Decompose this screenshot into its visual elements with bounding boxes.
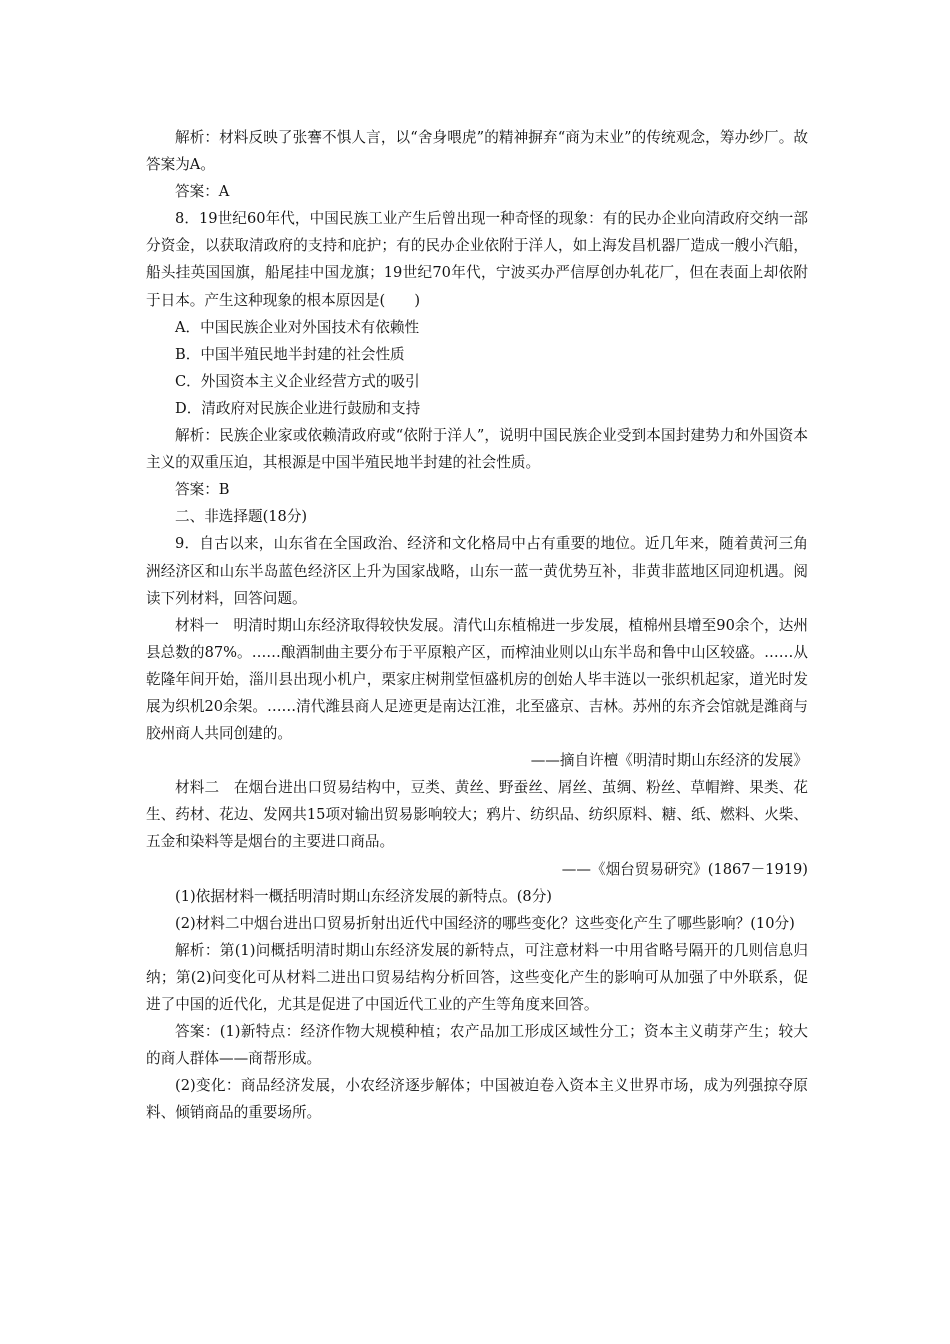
q8-option-b: B．中国半殖民地半封建的社会性质 — [175, 345, 405, 363]
q9-answer-2: (2)变化：商品经济发展，小农经济逐步解体；中国被迫卷入资本主义世界市场，成为列强掠夺原料、倾销商品的重要场所。 — [146, 1077, 808, 1122]
q8-option-d: D．清政府对民族企业进行鼓励和支持 — [175, 399, 421, 417]
q8-option-a: A．中国民族企业对外国技术有依赖性 — [175, 318, 420, 336]
q9-question-1: (1)依据材料一概括明清时期山东经济发展的新特点。(8分) — [175, 887, 553, 905]
q9-material-1-source: ——摘自许檀《明清时期山东经济的发展》 — [530, 752, 808, 770]
section-heading: 二、非选择题(18分) — [175, 508, 308, 526]
document-page — [146, 124, 808, 1126]
q8-analysis: 解析：民族企业家或依赖清政府或“依附于洋人”，说明中国民族企业受到本国封建势力和外国资本主义的双重压迫，其根源是中国半殖民地半封建的社会性质。 — [146, 427, 808, 472]
q9-material-2: 材料二 在烟台进出口贸易结构中，豆类、黄丝、野蚕丝、屑丝、茧绸、粉丝、草帽辫、果类、花生、药材、花边、发网共15项对输出贸易影响较大；鸦片、纺织品、纺织原料、糖、纸、燃料、火柴、五金和染料等是烟台的主要进口商品。 — [146, 779, 808, 851]
q9-stem: 9．自古以来，山东省在全国政治、经济和文化格局中占有重要的地位。近几年来，随着黄河三角洲经济区和山东半岛蓝色经济区上升为国家战略，山东一蓝一黄优势互补，非黄非蓝地区同迎机遇。阅读下列材料，回答问题。 — [146, 535, 808, 607]
q8-stem: 8．19世纪60年代，中国民族工业产生后曾出现一种奇怪的现象：有的民办企业向清政府交纳一部分资金，以获取清政府的支持和庇护；有的民办企业依附于洋人，如上海发昌机器厂造成一艘小汽船，船头挂英国国旗，船尾挂中国龙旗；19世纪70年代，宁波买办严信厚创办轧花厂，但在表面上却依附于日本。产生这种现象的根本原因是( ) — [146, 210, 808, 309]
q9-answer-1: 答案：(1)新特点：经济作物大规模种植；农产品加工形成区域性分工；资本主义萌芽产生；较大的商人群体——商帮形成。 — [146, 1023, 808, 1068]
q9-material-2-source: ——《烟台贸易研究》(1867－1919) — [561, 860, 808, 878]
q7-answer: 答案：A — [175, 183, 230, 201]
q9-analysis: 解析：第(1)问概括明清时期山东经济发展的新特点，可注意材料一中用省略号隔开的几则信息归纳；第(2)问变化可从材料二进出口贸易结构分析回答，这些变化产生的影响可从加强了中外联系，促进了中国的近代化，尤其是促进了中国近代工业的产生等角度来回答。 — [146, 941, 808, 1013]
q9-question-2: (2)材料二中烟台进出口贸易折射出近代中国经济的哪些变化？这些变化产生了哪些影响？(10分) — [175, 914, 795, 932]
q8-answer: 答案：B — [175, 481, 230, 499]
q8-option-c: C．外国资本主义企业经营方式的吸引 — [175, 372, 420, 390]
q7-analysis: 解析：材料反映了张謇不惧人言，以“舍身喂虎”的精神摒弃“商为末业”的传统观念，筹办纱厂。故答案为A。 — [146, 129, 808, 174]
q9-material-1: 材料一 明清时期山东经济取得较快发展。清代山东植棉进一步发展，植棉州县增至90余个，达州县总数的87%。……酿酒制曲主要分布于平原粮产区，而榨油业则以山东半岛和鲁中山区较盛。……从乾隆年间开始，淄川县出现小机户，栗家庄树荆堂恒盛机房的创始人毕丰涟以一张织机起家，道光时发展为织机20余架。……清代潍县商人足迹更是南达江淮，北至盛京、吉林。苏州的东齐会馆就是潍商与胶州商人共同创建的。 — [146, 616, 808, 743]
